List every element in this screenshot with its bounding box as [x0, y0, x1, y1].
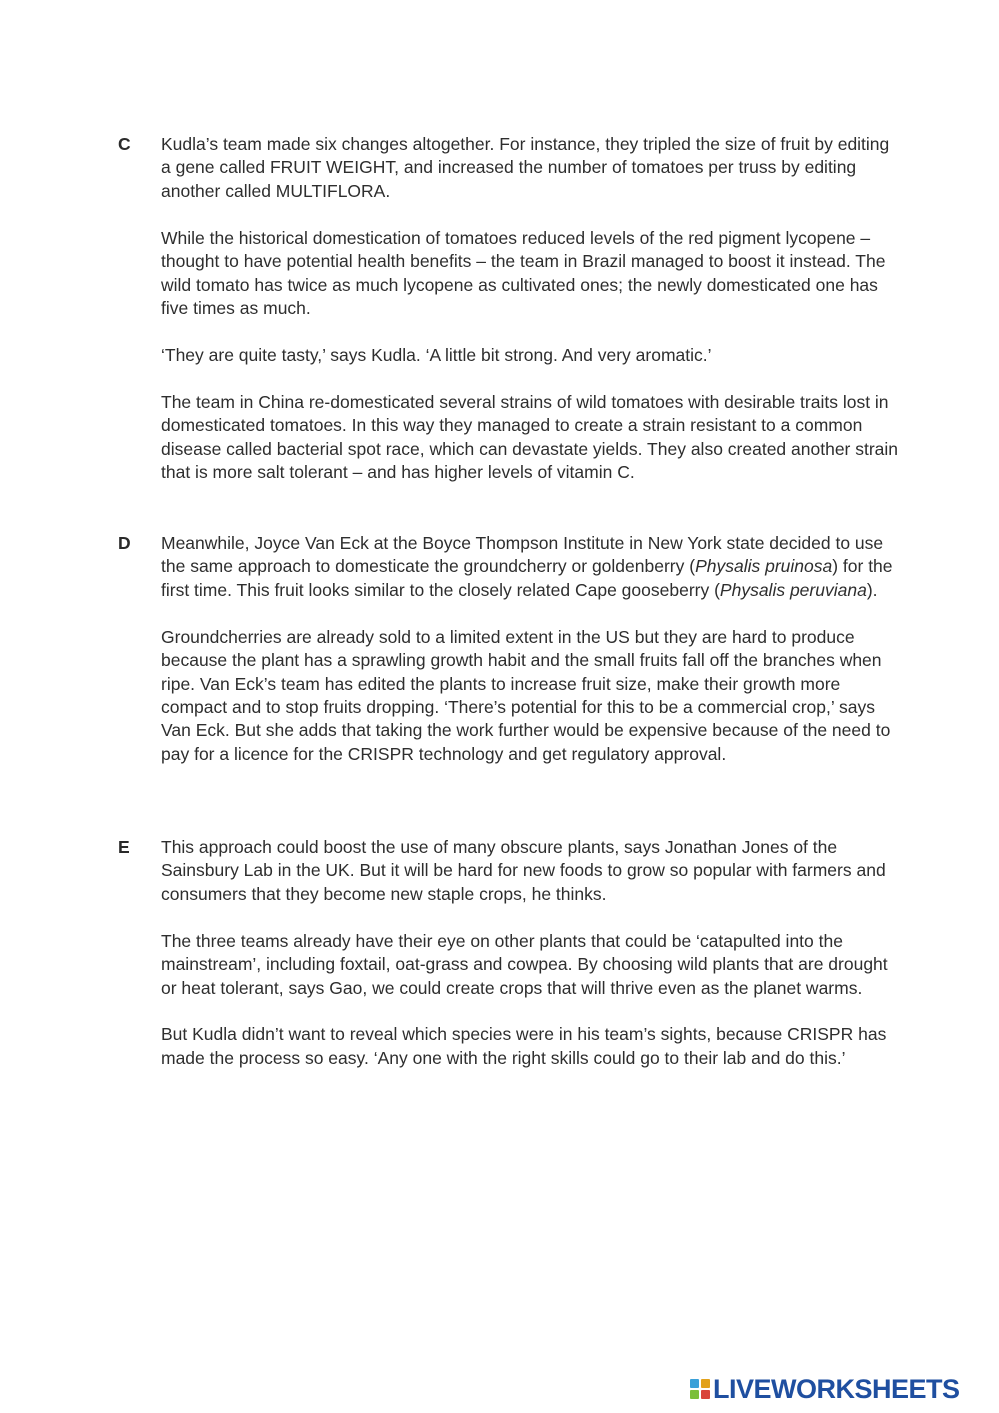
- liveworksheets-logo: [690, 1374, 960, 1404]
- paragraph: Kudla’s team made six changes altogether. For instance, they tripled the size of fruit by editing a gene called FRUIT WEIGHT, and increased the number of tomatoes per truss by editing another called MULTIFLORA.: [161, 134, 890, 201]
- paragraph: But Kudla didn’t want to reveal which species were in his team’s sights, because CRISPR has made the process so easy. ‘Any one with the right skills could go to their lab and do this.’: [161, 1024, 887, 1068]
- section-letter: D: [118, 533, 131, 553]
- paragraph: This approach could boost the use of many obscure plants, says Jonathan Jones of the Sainsbury Lab in the UK. But it will be hard for new foods to grow so popular with farmers and consumers that they become new staple crops, he thinks.: [161, 837, 886, 904]
- paragraph: While the historical domestication of tomatoes reduced levels of the red pigment lycopene – thought to have potential health benefits – the team in Brazil managed to boost it instead. The wild tomato has twice as much lycopene as cultivated ones; the newly domesticated one has five times as much.: [161, 227, 886, 318]
- paragraph: The three teams already have their eye on other plants that could be ‘catapulted into the mainstream’, including foxtail, oat-grass and cowpea. By choosing wild plants that are drought or heat tolerant, says Gao, we could create crops that will thrive even as the planet warms.: [161, 930, 888, 998]
- logo-mark-icon: [690, 1379, 710, 1399]
- species-name: Physalis pruinosa: [695, 556, 833, 577]
- section-body: [161, 532, 901, 766]
- paragraph: ‘They are quite tasty,’ says Kudla. ‘A little bit strong. And very aromatic.’: [161, 344, 712, 365]
- section-body: [161, 836, 901, 1070]
- paragraph: Meanwhile, Joyce Van Eck at the Boyce Thompson Institute in New York state decided to use the same approach to domesticate the groundcherry or goldenberry (Physalis pruinosa) for the first time. This fruit looks similar to the closely related Cape gooseberry (Physalis peruviana).: [161, 533, 893, 600]
- section-letter: C: [118, 134, 131, 154]
- paragraph: Groundcherries are already sold to a limited extent in the US but they are hard to produce because the plant has a sprawling growth habit and the small fruits fall off the branches when ripe. Van Eck’s team has edited the plants to increase fruit size, make their growth more compact and to stop fruits dropping. ‘There’s potential for this to be a commercial crop,’ says Van Eck. But she adds that taking the work further would be expensive because of the need to pay for a licence for the CRISPR technology and get regulatory approval.: [161, 626, 891, 764]
- species-name: Physalis peruviana: [719, 579, 867, 600]
- logo-text: LIVEWORKSHEETS: [713, 1373, 960, 1404]
- section-letter: E: [118, 837, 130, 857]
- paragraph: The team in China re-domesticated several strains of wild tomatoes with desirable traits lost in domesticated tomatoes. In this way they managed to create a strain resistant to a common disease called bacterial spot race, which can devastate yields. They also created another strain that is more salt tolerant – and has higher levels of vitamin C.: [161, 391, 899, 482]
- section-body: [161, 133, 901, 484]
